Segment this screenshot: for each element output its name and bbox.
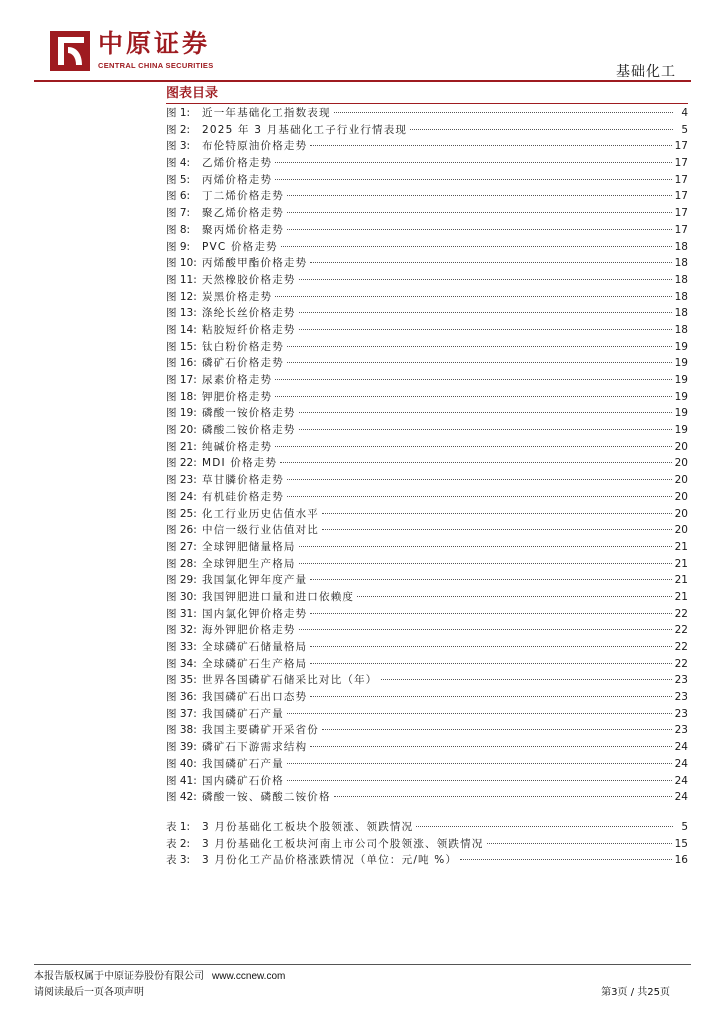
- entry-page: 15: [674, 837, 688, 850]
- entry-text: 化工行业历史估值水平: [202, 507, 319, 520]
- entry-page: 18: [674, 307, 688, 320]
- entry-label: 图 36:: [166, 691, 197, 704]
- entry-page: 18: [674, 323, 688, 336]
- dot-leader: [299, 563, 672, 564]
- entry-label: 图 42:: [166, 791, 197, 804]
- entry-label: 图 5:: [166, 173, 191, 186]
- entry-label: 图 1:: [166, 107, 191, 119]
- entry-label: 表 3:: [166, 854, 191, 867]
- toc-entry[interactable]: [166, 188, 688, 205]
- toc-entry[interactable]: [166, 489, 688, 506]
- toc-entry[interactable]: [166, 836, 688, 853]
- entry-page: 21: [674, 557, 688, 570]
- toc-entry[interactable]: [166, 522, 688, 539]
- list-gap: [166, 806, 688, 819]
- entry-label: 图 34:: [166, 657, 197, 670]
- industry-label: 基础化工: [616, 64, 676, 80]
- dot-leader: [381, 679, 672, 680]
- figure-list: [166, 105, 688, 806]
- entry-label: 图 20:: [166, 424, 197, 437]
- table-of-figures: [166, 84, 688, 869]
- entry-label: 图 30:: [166, 590, 197, 603]
- toc-entry[interactable]: [166, 389, 688, 406]
- entry-label: 图 11:: [166, 273, 197, 286]
- entry-text: 聚丙烯价格走势: [202, 223, 284, 236]
- entry-text: PVC 价格走势: [202, 240, 278, 253]
- entry-page: 19: [674, 390, 688, 403]
- entry-text: 3 月份化工产品价格涨跌情况（单位：元/吨 %）: [202, 854, 458, 867]
- entry-text: 中信一级行业估值对比: [202, 524, 319, 537]
- toc-entry[interactable]: [166, 689, 688, 706]
- dot-leader: [299, 329, 672, 330]
- entry-text: 纯碱价格走势: [202, 440, 273, 453]
- entry-text: 海外钾肥价格走势: [202, 624, 296, 637]
- toc-entry[interactable]: [166, 289, 688, 306]
- dot-leader: [334, 112, 673, 113]
- entry-page: 19: [674, 407, 688, 420]
- entry-page: 20: [674, 524, 688, 537]
- dot-leader: [310, 663, 671, 664]
- entry-label: 图 31:: [166, 607, 197, 620]
- dot-leader: [275, 296, 671, 297]
- dot-leader: [357, 596, 672, 597]
- dot-leader: [310, 262, 671, 263]
- entry-page: 18: [674, 240, 688, 253]
- entry-page: 17: [674, 190, 688, 203]
- entry-page: 20: [674, 440, 688, 453]
- entry-text: 涤纶长丝价格走势: [202, 307, 296, 320]
- toc-entry[interactable]: [166, 739, 688, 756]
- entry-page: 22: [674, 657, 688, 670]
- toc-entry[interactable]: [166, 239, 688, 256]
- entry-label: 图 35:: [166, 674, 197, 687]
- entry-text: 有机硅价格走势: [202, 490, 284, 503]
- entry-label: 表 2:: [166, 837, 191, 850]
- toc-entry[interactable]: [166, 339, 688, 356]
- page-header: [0, 0, 724, 82]
- entry-page: 5: [681, 123, 688, 136]
- toc-entry[interactable]: [166, 222, 688, 239]
- entry-text: 全球钾肥生产格局: [202, 557, 296, 570]
- entry-label: 图 10:: [166, 257, 197, 270]
- dot-leader: [287, 780, 672, 781]
- dot-leader: [275, 446, 671, 447]
- entry-label: 图 29:: [166, 574, 197, 587]
- entry-label: 图 21:: [166, 440, 197, 453]
- entry-label: 图 12:: [166, 290, 197, 303]
- entry-page: 18: [674, 273, 688, 286]
- dot-leader: [275, 379, 671, 380]
- entry-text: 我国钾肥进口量和进口依赖度: [202, 590, 355, 603]
- entry-text: 2025 年 3 月基础化工子行业行情表现: [202, 123, 408, 136]
- entry-page: 21: [674, 540, 688, 553]
- toc-title: 图表目录: [166, 84, 688, 104]
- entry-page: 4: [681, 107, 688, 119]
- entry-page: 17: [674, 157, 688, 170]
- dot-leader: [281, 246, 672, 247]
- entry-text: 磷酸二铵价格走势: [202, 424, 296, 437]
- entry-text: 天然橡胶价格走势: [202, 273, 296, 286]
- entry-label: 图 7:: [166, 207, 191, 220]
- entry-label: 图 13:: [166, 307, 197, 320]
- entry-label: 图 8:: [166, 223, 191, 236]
- dot-leader: [299, 429, 672, 430]
- entry-label: 图 17:: [166, 374, 197, 386]
- toc-entry[interactable]: [166, 472, 688, 489]
- toc-entry[interactable]: [166, 455, 688, 472]
- entry-text: 全球钾肥储量格局: [202, 540, 296, 553]
- entry-page: 19: [674, 357, 688, 370]
- entry-page: 17: [674, 223, 688, 236]
- dot-leader: [287, 479, 672, 480]
- entry-page: 24: [674, 774, 688, 787]
- entry-page: 5: [681, 820, 688, 833]
- entry-page: 22: [674, 624, 688, 637]
- entry-page: 19: [674, 340, 688, 353]
- entry-label: 表 1:: [166, 820, 191, 833]
- entry-text: 布伦特原油价格走势: [202, 140, 308, 153]
- page-number: 第3页 / 共25页: [601, 987, 670, 998]
- entry-label: 图 26:: [166, 524, 197, 537]
- entry-text: 草甘膦价格走势: [202, 474, 284, 487]
- entry-text: 国内氯化钾价格走势: [202, 607, 308, 620]
- table-list: [166, 819, 688, 869]
- toc-entry[interactable]: [166, 706, 688, 723]
- entry-label: 图 32:: [166, 624, 197, 637]
- entry-page: 20: [674, 490, 688, 503]
- company-logo-icon: [50, 31, 90, 71]
- entry-text: 磷酸一铵、磷酸二铵价格: [202, 791, 331, 804]
- entry-text: 我国磷矿石产量: [202, 757, 284, 770]
- toc-entry[interactable]: [166, 105, 688, 122]
- toc-entry[interactable]: [166, 722, 688, 739]
- dot-leader: [287, 496, 672, 497]
- entry-page: 23: [674, 691, 688, 704]
- toc-entry[interactable]: [166, 305, 688, 322]
- entry-text: 我国磷矿石出口态势: [202, 691, 308, 704]
- entry-label: 图 27:: [166, 540, 197, 553]
- entry-text: 钾肥价格走势: [202, 390, 273, 403]
- entry-page: 22: [674, 641, 688, 653]
- toc-entry[interactable]: [166, 439, 688, 456]
- company-name-cn: 中原证券: [98, 29, 211, 58]
- dot-leader: [322, 513, 672, 514]
- toc-entry[interactable]: [166, 572, 688, 589]
- entry-text: 丙烯价格走势: [202, 173, 273, 186]
- dot-leader: [287, 195, 672, 196]
- entry-text: 丁二烯价格走势: [202, 190, 284, 203]
- entry-label: 图 37:: [166, 707, 197, 720]
- entry-page: 17: [674, 207, 688, 220]
- dot-leader: [275, 396, 671, 397]
- entry-text: 粘胶短纤价格走势: [202, 323, 296, 336]
- dot-leader: [287, 362, 672, 363]
- toc-entry[interactable]: [166, 589, 688, 606]
- entry-label: 图 15:: [166, 340, 197, 353]
- entry-page: 24: [674, 757, 688, 770]
- dot-leader: [487, 843, 672, 844]
- toc-entry[interactable]: [166, 506, 688, 523]
- dot-leader: [310, 696, 671, 697]
- dot-leader: [299, 629, 672, 630]
- dot-leader: [287, 346, 672, 347]
- dot-leader: [299, 412, 672, 413]
- entry-page: 17: [674, 140, 688, 153]
- dot-leader: [280, 462, 671, 463]
- entry-text: 我国磷矿石产量: [202, 707, 284, 720]
- entry-page: 21: [674, 590, 688, 603]
- entry-text: 磷矿石下游需求结构: [202, 741, 308, 754]
- entry-label: 图 23:: [166, 474, 197, 487]
- entry-text: 3 月份基础化工板块个股领涨、领跌情况: [202, 820, 414, 833]
- toc-entry[interactable]: [166, 355, 688, 372]
- entry-text: 炭黑价格走势: [202, 290, 273, 303]
- dot-leader: [310, 646, 671, 647]
- entry-label: 图 33:: [166, 641, 197, 653]
- toc-entry[interactable]: [166, 405, 688, 422]
- toc-entry[interactable]: [166, 322, 688, 339]
- toc-entry[interactable]: [166, 639, 688, 656]
- entry-page: 18: [674, 290, 688, 303]
- entry-label: 图 9:: [166, 240, 191, 253]
- dot-leader: [287, 763, 672, 764]
- dot-leader: [334, 796, 672, 797]
- toc-entry[interactable]: [166, 172, 688, 189]
- entry-page: 20: [674, 507, 688, 520]
- dot-leader: [460, 859, 671, 860]
- toc-entry[interactable]: [166, 255, 688, 272]
- footer-divider: [34, 964, 691, 965]
- toc-entry[interactable]: [166, 622, 688, 639]
- entry-page: 23: [674, 707, 688, 720]
- entry-page: 19: [674, 374, 688, 386]
- dot-leader: [287, 713, 672, 714]
- dot-leader: [410, 129, 673, 130]
- toc-entry[interactable]: [166, 789, 688, 806]
- dot-leader: [287, 212, 672, 213]
- dot-leader: [310, 145, 671, 146]
- entry-label: 图 16:: [166, 357, 197, 370]
- entry-page: 22: [674, 607, 688, 620]
- entry-label: 图 4:: [166, 157, 191, 170]
- copyright-notice: 本报告版权属于中原证券股份有限公司: [34, 971, 204, 982]
- entry-text: 磷酸一铵价格走势: [202, 407, 296, 420]
- dot-leader: [310, 746, 671, 747]
- website-link[interactable]: www.ccnew.com: [212, 971, 286, 982]
- entry-text: 丙烯酸甲酯价格走势: [202, 257, 308, 270]
- dot-leader: [310, 579, 671, 580]
- entry-page: 24: [674, 741, 688, 754]
- entry-page: 17: [674, 173, 688, 186]
- company-name-en: CENTRAL CHINA SECURITIES: [98, 61, 214, 70]
- toc-entry[interactable]: [166, 272, 688, 289]
- toc-entry[interactable]: [166, 539, 688, 556]
- entry-label: 图 14:: [166, 323, 197, 336]
- toc-entry[interactable]: [166, 819, 688, 836]
- entry-page: 20: [674, 474, 688, 487]
- entry-label: 图 18:: [166, 390, 197, 403]
- dot-leader: [299, 312, 672, 313]
- entry-text: 我国氯化钾年度产量: [202, 574, 308, 587]
- entry-page: 18: [674, 257, 688, 270]
- toc-entry[interactable]: [166, 155, 688, 172]
- entry-text: 全球磷矿石储量格局: [202, 641, 308, 653]
- entry-label: 图 38:: [166, 724, 197, 737]
- dot-leader: [275, 162, 671, 163]
- entry-text: 尿素价格走势: [202, 374, 273, 386]
- entry-page: 20: [674, 457, 688, 470]
- toc-entry[interactable]: [166, 205, 688, 222]
- dot-leader: [299, 279, 672, 280]
- entry-text: 我国主要磷矿开采省份: [202, 724, 319, 737]
- entry-page: 19: [674, 424, 688, 437]
- entry-page: 23: [674, 674, 688, 687]
- toc-entry[interactable]: [166, 656, 688, 673]
- entry-label: 图 2:: [166, 123, 191, 136]
- toc-entry[interactable]: [166, 556, 688, 573]
- header-divider: [34, 80, 691, 82]
- dot-leader: [275, 179, 671, 180]
- disclaimer-note: 请阅读最后一页各项声明: [34, 987, 144, 998]
- entry-label: 图 28:: [166, 557, 197, 570]
- entry-text: 国内磷矿石价格: [202, 774, 284, 787]
- entry-label: 图 25:: [166, 507, 197, 520]
- toc-entry[interactable]: [166, 422, 688, 439]
- toc-entry[interactable]: [166, 852, 688, 869]
- entry-text: 世界各国磷矿石储采比对比（年）: [202, 674, 378, 687]
- entry-label: 图 22:: [166, 457, 197, 470]
- footer-left: [34, 969, 285, 1001]
- toc-entry[interactable]: [166, 122, 688, 139]
- entry-text: MDI 价格走势: [202, 457, 278, 470]
- entry-page: 24: [674, 791, 688, 804]
- entry-text: 钛白粉价格走势: [202, 340, 284, 353]
- entry-text: 磷矿石价格走势: [202, 357, 284, 370]
- toc-entry[interactable]: [166, 773, 688, 790]
- toc-entry[interactable]: [166, 138, 688, 155]
- toc-entry[interactable]: [166, 672, 688, 689]
- dot-leader: [299, 546, 672, 547]
- entry-text: 近一年基础化工指数表现: [202, 107, 331, 119]
- entry-text: 全球磷矿石生产格局: [202, 657, 308, 670]
- entry-label: 图 24:: [166, 490, 197, 503]
- toc-entry[interactable]: [166, 372, 688, 389]
- toc-entry[interactable]: [166, 756, 688, 773]
- dot-leader: [310, 613, 671, 614]
- entry-label: 图 19:: [166, 407, 197, 420]
- entry-label: 图 6:: [166, 190, 191, 203]
- entry-page: 23: [674, 724, 688, 737]
- entry-label: 图 40:: [166, 757, 197, 770]
- entry-text: 3 月份基础化工板块河南上市公司个股领涨、领跌情况: [202, 837, 484, 850]
- entry-label: 图 39:: [166, 741, 197, 754]
- entry-text: 乙烯价格走势: [202, 157, 273, 170]
- entry-label: 图 41:: [166, 774, 197, 787]
- entry-label: 图 3:: [166, 140, 191, 153]
- dot-leader: [322, 529, 672, 530]
- entry-page: 21: [674, 574, 688, 587]
- dot-leader: [322, 729, 672, 730]
- entry-page: 16: [674, 854, 688, 867]
- dot-leader: [416, 826, 673, 827]
- entry-text: 聚乙烯价格走势: [202, 207, 284, 220]
- toc-entry[interactable]: [166, 606, 688, 623]
- dot-leader: [287, 229, 672, 230]
